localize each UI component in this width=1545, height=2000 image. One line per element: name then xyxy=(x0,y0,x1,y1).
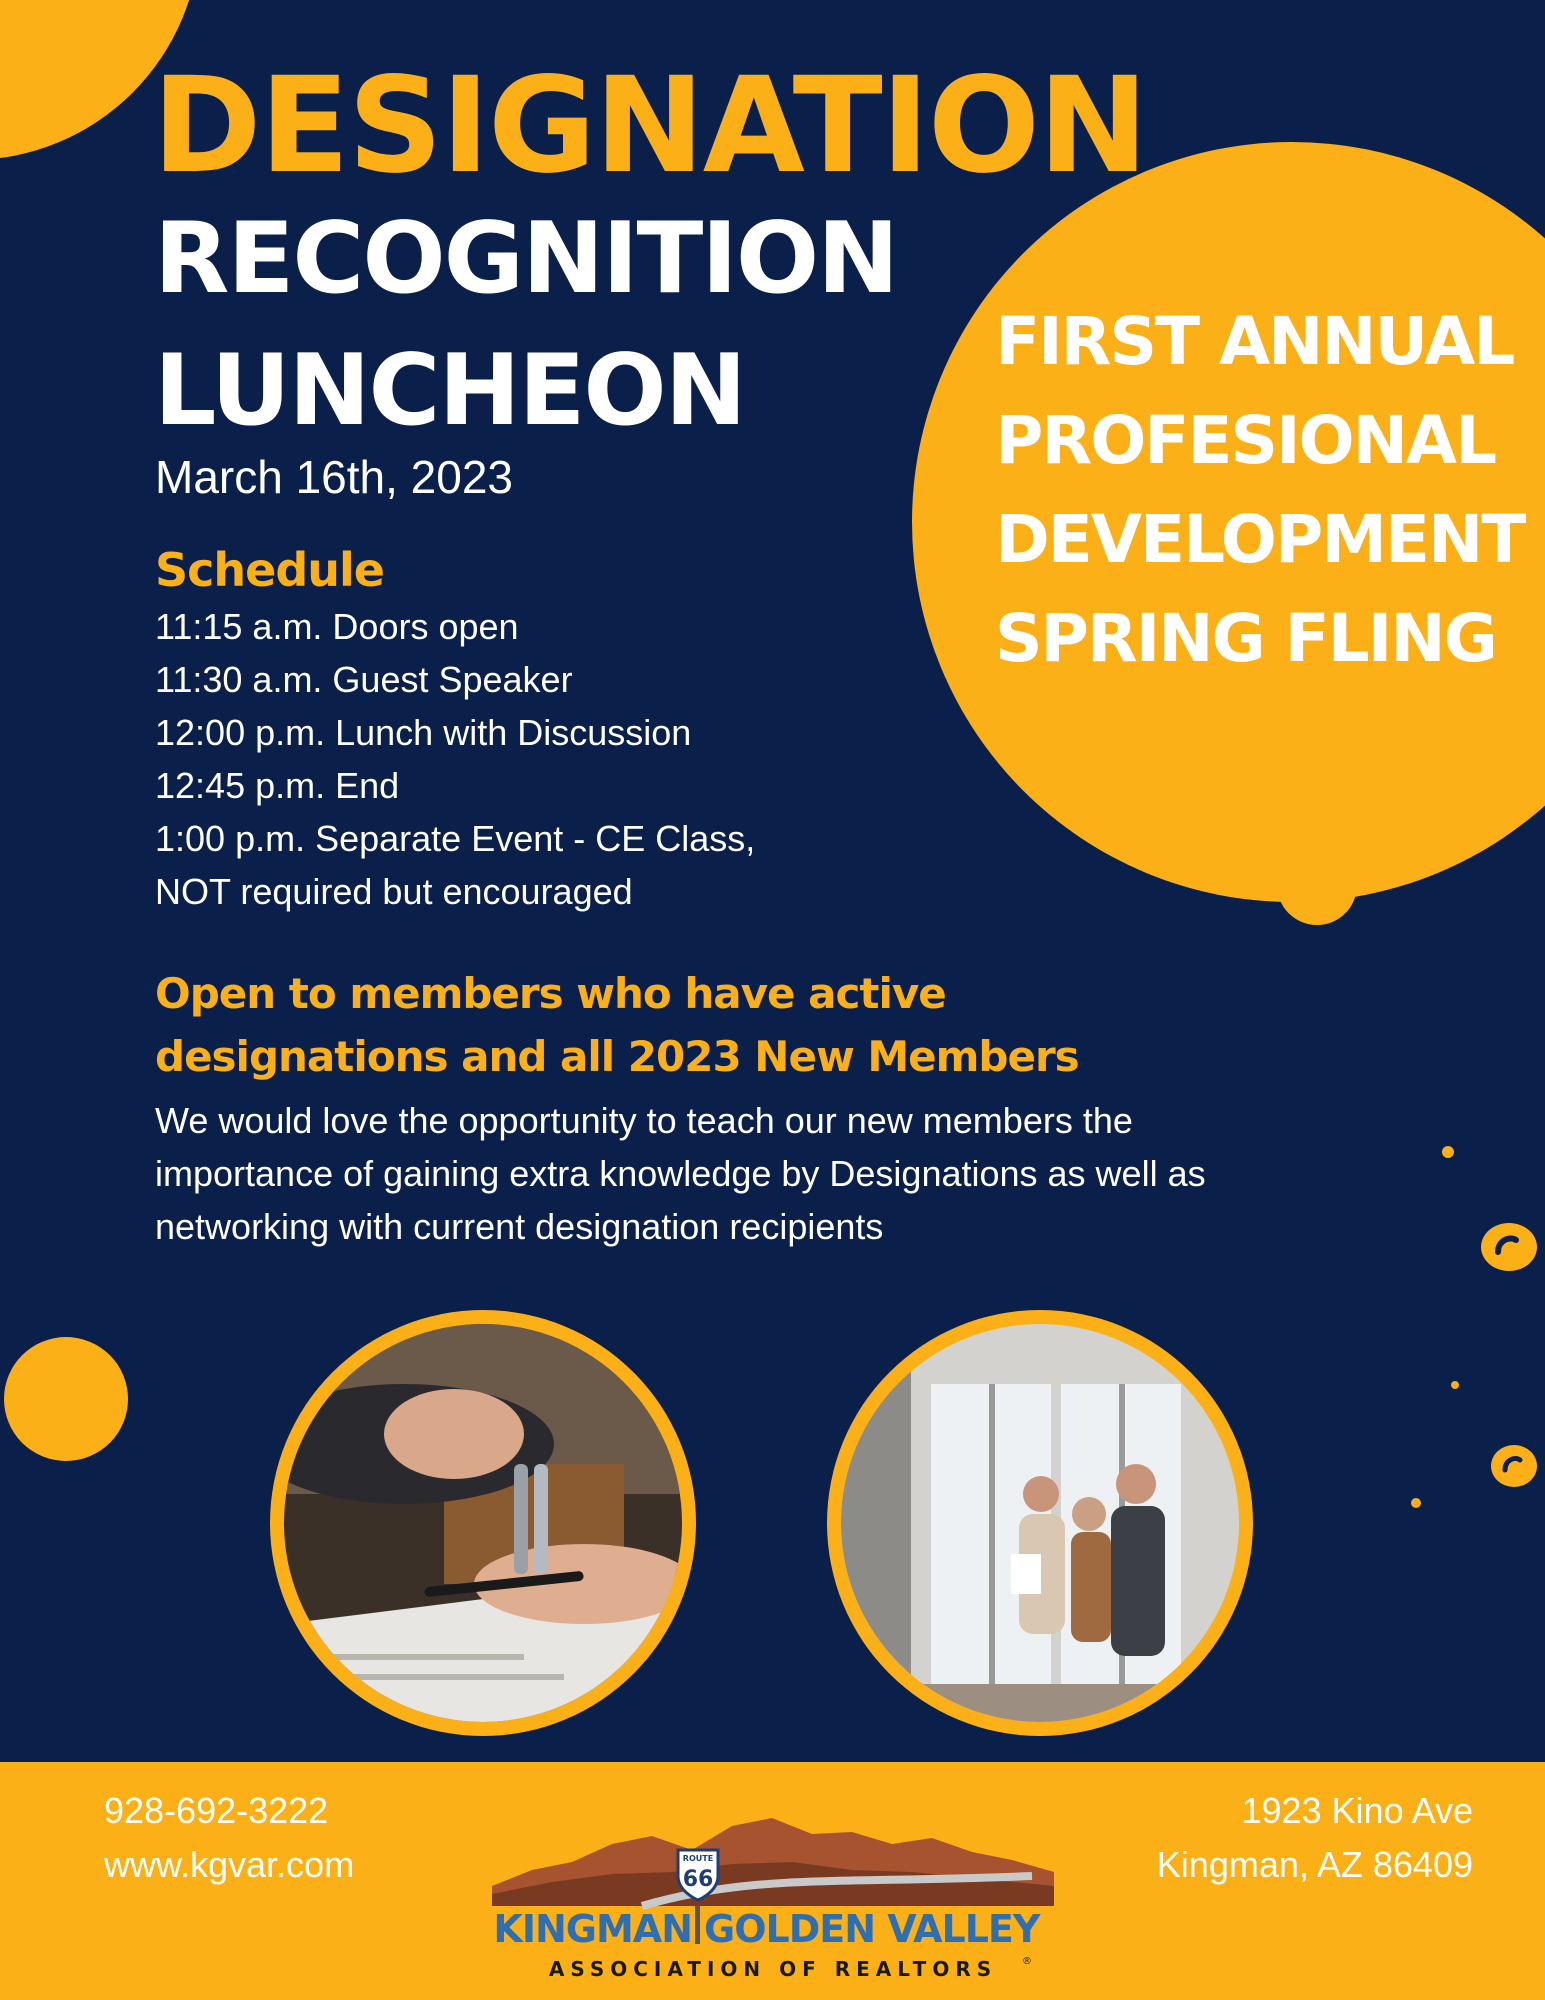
website-link[interactable]: www.kgvar.com xyxy=(104,1844,355,1885)
event-date: March 16th, 2023 xyxy=(155,451,514,503)
address-line: Kingman, AZ 86409 xyxy=(1156,1844,1473,1885)
dot-decoration xyxy=(1442,1146,1454,1158)
eligibility-heading xyxy=(155,962,1079,1088)
route-shield-number: 66 xyxy=(682,1867,714,1892)
small-circle-decoration xyxy=(1277,845,1357,925)
home-tour-photo xyxy=(827,1310,1253,1736)
schedule-list xyxy=(155,600,755,918)
description-line: We would love the opportunity to teach our new members the xyxy=(155,1100,1133,1141)
logo-name-left: KINGMAN xyxy=(493,1907,692,1951)
schedule-item: 12:45 p.m. End xyxy=(155,765,400,806)
eligibility-heading-line: designations and all 2023 New Members xyxy=(155,1032,1079,1081)
contact-info xyxy=(104,1784,354,1892)
logo-name-right: GOLDEN VALLEY xyxy=(704,1907,1040,1951)
eligibility-heading-line: Open to members who have active xyxy=(155,969,946,1018)
schedule-item: 12:00 p.m. Lunch with Discussion xyxy=(155,712,692,753)
ring-decoration xyxy=(1480,1222,1538,1272)
footer xyxy=(0,1762,1545,2000)
home-tour-photo-content xyxy=(841,1324,1239,1722)
description-line: networking with current designation recipients xyxy=(155,1206,884,1247)
logo-trademark: ® xyxy=(1022,1956,1032,1967)
badge-line: PROFESIONAL xyxy=(995,402,1496,479)
spring-fling-badge xyxy=(995,292,1524,688)
schedule-item: 1:00 p.m. Separate Event - CE Class, xyxy=(155,818,756,859)
schedule-item: 11:30 a.m. Guest Speaker xyxy=(155,659,573,700)
association-logo xyxy=(492,1814,1054,1994)
badge-line: FIRST ANNUAL xyxy=(995,303,1514,380)
route-shield-top: ROUTE xyxy=(682,1854,714,1863)
page-title: DESIGNATION xyxy=(152,49,1147,203)
address xyxy=(1157,1784,1473,1892)
key-handover-photo-content xyxy=(284,1324,682,1722)
logo-subtitle: ASSOCIATION OF REALTORS xyxy=(548,1957,998,1981)
left-circle-decoration xyxy=(4,1337,128,1461)
key-handover-photo xyxy=(270,1310,696,1736)
eligibility-description xyxy=(155,1094,1385,1253)
dot-decoration xyxy=(1411,1498,1421,1508)
key-handover-illustration xyxy=(284,1324,682,1722)
phone-number[interactable]: 928-692-3222 xyxy=(104,1790,329,1831)
subtitle-luncheon: LUNCHEON xyxy=(154,334,745,448)
description-line: importance of gaining extra knowledge by Designations as well as xyxy=(155,1153,1206,1194)
badge-line: SPRING FLING xyxy=(995,600,1496,677)
address-line: 1923 Kino Ave xyxy=(1241,1790,1473,1831)
dot-decoration xyxy=(1451,1381,1459,1389)
home-tour-illustration xyxy=(841,1324,1239,1722)
schedule-heading: Schedule xyxy=(155,543,384,597)
subtitle-recognition: RECOGNITION xyxy=(154,202,898,316)
schedule-item: 11:15 a.m. Doors open xyxy=(155,606,519,647)
badge-line: DEVELOPMENT xyxy=(995,501,1525,578)
schedule-item: NOT required but encouraged xyxy=(155,871,633,912)
ring-decoration xyxy=(1490,1444,1538,1488)
